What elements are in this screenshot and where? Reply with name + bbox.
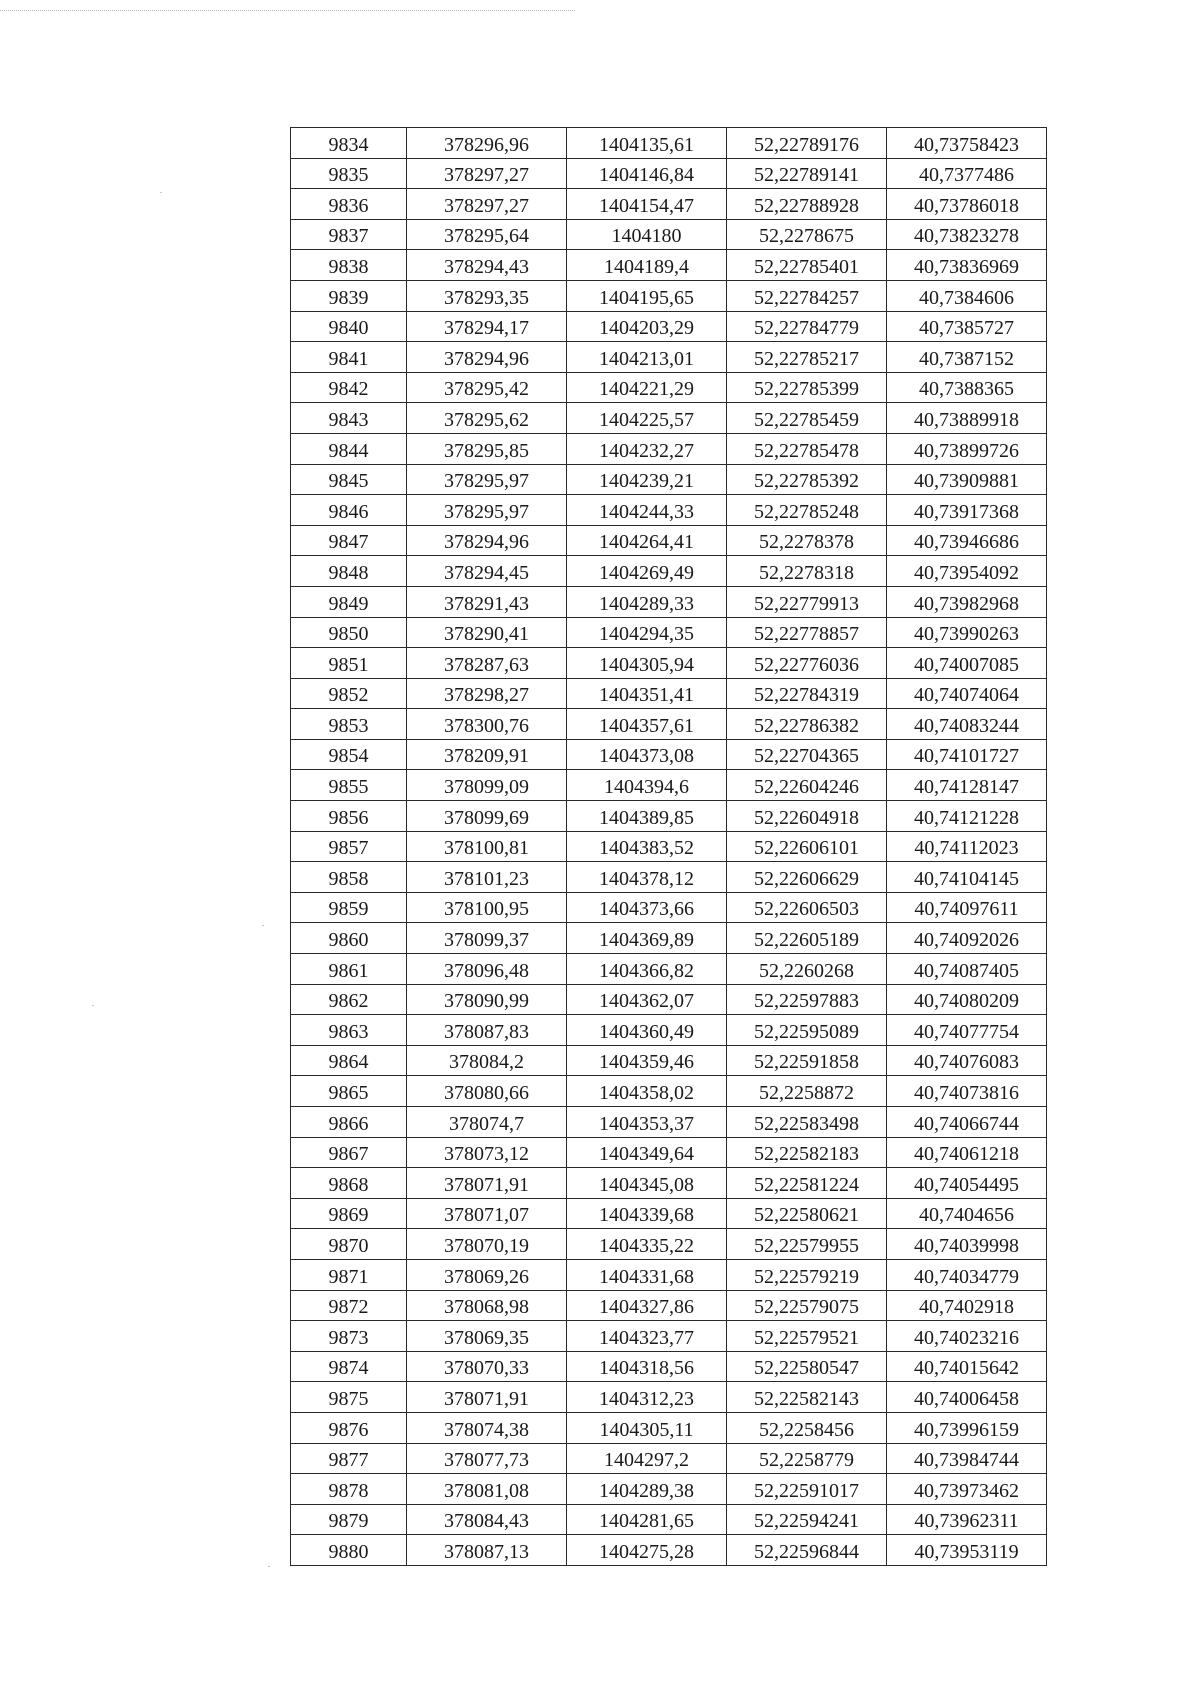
y-coordinate-cell: 1404383,52 [567,831,727,862]
latitude-cell: 52,22579955 [727,1229,887,1260]
point-number-cell: 9861 [291,954,407,985]
table-row [291,954,1047,985]
longitude-cell: 40,73946686 [887,525,1047,556]
table-row [291,678,1047,709]
table-row [291,1535,1047,1566]
table-row [291,739,1047,770]
x-coordinate-cell: 378295,97 [407,495,567,526]
y-coordinate-cell: 1404221,29 [567,372,727,403]
latitude-cell: 52,22582143 [727,1382,887,1413]
y-coordinate-cell: 1404366,82 [567,954,727,985]
point-number-cell: 9835 [291,158,407,189]
y-coordinate-cell: 1404281,65 [567,1504,727,1535]
table-row [291,1015,1047,1046]
longitude-cell: 40,7385727 [887,311,1047,342]
y-coordinate-cell: 1404239,21 [567,464,727,495]
latitude-cell: 52,22604918 [727,801,887,832]
x-coordinate-cell: 378294,45 [407,556,567,587]
longitude-cell: 40,74097611 [887,892,1047,923]
longitude-cell: 40,74112023 [887,831,1047,862]
latitude-cell: 52,22784257 [727,280,887,311]
y-coordinate-cell: 1404378,12 [567,862,727,893]
y-coordinate-cell: 1404359,46 [567,1045,727,1076]
table-row [291,1321,1047,1352]
longitude-cell: 40,73917368 [887,495,1047,526]
x-coordinate-cell: 378073,12 [407,1137,567,1168]
table-row [291,525,1047,556]
point-number-cell: 9839 [291,280,407,311]
latitude-cell: 52,2258456 [727,1412,887,1443]
point-number-cell: 9850 [291,617,407,648]
x-coordinate-cell: 378070,33 [407,1351,567,1382]
table-row [291,617,1047,648]
table-row [291,1290,1047,1321]
latitude-cell: 52,22579521 [727,1321,887,1352]
longitude-cell: 40,74104145 [887,862,1047,893]
point-number-cell: 9871 [291,1259,407,1290]
longitude-cell: 40,73973462 [887,1474,1047,1505]
x-coordinate-cell: 378070,19 [407,1229,567,1260]
table-row [291,372,1047,403]
table-row [291,1412,1047,1443]
latitude-cell: 52,22785248 [727,495,887,526]
x-coordinate-cell: 378090,99 [407,984,567,1015]
x-coordinate-cell: 378294,96 [407,525,567,556]
table-row [291,709,1047,740]
coordinates-table [290,127,1047,1566]
point-number-cell: 9872 [291,1290,407,1321]
x-coordinate-cell: 378297,27 [407,158,567,189]
x-coordinate-cell: 378291,43 [407,586,567,617]
y-coordinate-cell: 1404225,57 [567,403,727,434]
table-row [291,1107,1047,1138]
longitude-cell: 40,7402918 [887,1290,1047,1321]
table-row [291,923,1047,954]
table-row [291,403,1047,434]
point-number-cell: 9856 [291,801,407,832]
longitude-cell: 40,73758423 [887,128,1047,159]
x-coordinate-cell: 378294,17 [407,311,567,342]
y-coordinate-cell: 1404305,94 [567,648,727,679]
longitude-cell: 40,74121228 [887,801,1047,832]
latitude-cell: 52,22606503 [727,892,887,923]
table-row [291,433,1047,464]
point-number-cell: 9849 [291,586,407,617]
point-number-cell: 9834 [291,128,407,159]
y-coordinate-cell: 1404389,85 [567,801,727,832]
point-number-cell: 9870 [291,1229,407,1260]
longitude-cell: 40,73996159 [887,1412,1047,1443]
x-coordinate-cell: 378100,81 [407,831,567,862]
longitude-cell: 40,7377486 [887,158,1047,189]
point-number-cell: 9838 [291,250,407,281]
latitude-cell: 52,22704365 [727,739,887,770]
x-coordinate-cell: 378087,83 [407,1015,567,1046]
longitude-cell: 40,74054495 [887,1168,1047,1199]
table-row [291,1229,1047,1260]
table-row [291,1504,1047,1535]
x-coordinate-cell: 378297,27 [407,189,567,220]
point-number-cell: 9860 [291,923,407,954]
latitude-cell: 52,22591858 [727,1045,887,1076]
longitude-cell: 40,74128147 [887,770,1047,801]
y-coordinate-cell: 1404312,23 [567,1382,727,1413]
point-number-cell: 9876 [291,1412,407,1443]
x-coordinate-cell: 378295,85 [407,433,567,464]
table-row [291,342,1047,373]
y-coordinate-cell: 1404351,41 [567,678,727,709]
point-number-cell: 9875 [291,1382,407,1413]
table-row [291,280,1047,311]
x-coordinate-cell: 378071,91 [407,1168,567,1199]
longitude-cell: 40,73786018 [887,189,1047,220]
table-row [291,801,1047,832]
point-number-cell: 9869 [291,1198,407,1229]
table-row [291,1443,1047,1474]
y-coordinate-cell: 1404345,08 [567,1168,727,1199]
latitude-cell: 52,22604246 [727,770,887,801]
latitude-cell: 52,22579075 [727,1290,887,1321]
table-row [291,1351,1047,1382]
scan-speck [268,1566,270,1567]
point-number-cell: 9852 [291,678,407,709]
y-coordinate-cell: 1404339,68 [567,1198,727,1229]
x-coordinate-cell: 378290,41 [407,617,567,648]
point-number-cell: 9880 [291,1535,407,1566]
point-number-cell: 9868 [291,1168,407,1199]
point-number-cell: 9853 [291,709,407,740]
table-row [291,1045,1047,1076]
y-coordinate-cell: 1404213,01 [567,342,727,373]
point-number-cell: 9867 [291,1137,407,1168]
point-number-cell: 9859 [291,892,407,923]
x-coordinate-cell: 378298,27 [407,678,567,709]
x-coordinate-cell: 378071,07 [407,1198,567,1229]
point-number-cell: 9874 [291,1351,407,1382]
point-number-cell: 9854 [291,739,407,770]
y-coordinate-cell: 1404357,61 [567,709,727,740]
y-coordinate-cell: 1404203,29 [567,311,727,342]
x-coordinate-cell: 378080,66 [407,1076,567,1107]
longitude-cell: 40,73953119 [887,1535,1047,1566]
table-row [291,1168,1047,1199]
point-number-cell: 9843 [291,403,407,434]
y-coordinate-cell: 1404146,84 [567,158,727,189]
y-coordinate-cell: 1404318,56 [567,1351,727,1382]
table-row [291,1259,1047,1290]
longitude-cell: 40,74061218 [887,1137,1047,1168]
point-number-cell: 9855 [291,770,407,801]
scan-speck [160,192,162,193]
longitude-cell: 40,74080209 [887,984,1047,1015]
longitude-cell: 40,74006458 [887,1382,1047,1413]
point-number-cell: 9844 [291,433,407,464]
latitude-cell: 52,22788928 [727,189,887,220]
x-coordinate-cell: 378287,63 [407,648,567,679]
latitude-cell: 52,22606101 [727,831,887,862]
table-row [291,831,1047,862]
latitude-cell: 52,22784319 [727,678,887,709]
latitude-cell: 52,2260268 [727,954,887,985]
y-coordinate-cell: 1404289,33 [567,586,727,617]
latitude-cell: 52,22785459 [727,403,887,434]
point-number-cell: 9879 [291,1504,407,1535]
latitude-cell: 52,22579219 [727,1259,887,1290]
longitude-cell: 40,7404656 [887,1198,1047,1229]
point-number-cell: 9864 [291,1045,407,1076]
x-coordinate-cell: 378295,64 [407,219,567,250]
latitude-cell: 52,22581224 [727,1168,887,1199]
latitude-cell: 52,22785399 [727,372,887,403]
point-number-cell: 9840 [291,311,407,342]
y-coordinate-cell: 1404394,6 [567,770,727,801]
latitude-cell: 52,22778857 [727,617,887,648]
longitude-cell: 40,74073816 [887,1076,1047,1107]
table-row [291,984,1047,1015]
point-number-cell: 9865 [291,1076,407,1107]
x-coordinate-cell: 378295,62 [407,403,567,434]
longitude-cell: 40,74023216 [887,1321,1047,1352]
longitude-cell: 40,74034779 [887,1259,1047,1290]
x-coordinate-cell: 378081,08 [407,1474,567,1505]
y-coordinate-cell: 1404135,61 [567,128,727,159]
y-coordinate-cell: 1404297,2 [567,1443,727,1474]
x-coordinate-cell: 378084,2 [407,1045,567,1076]
longitude-cell: 40,74007085 [887,648,1047,679]
longitude-cell: 40,73990263 [887,617,1047,648]
y-coordinate-cell: 1404349,64 [567,1137,727,1168]
x-coordinate-cell: 378294,96 [407,342,567,373]
point-number-cell: 9863 [291,1015,407,1046]
latitude-cell: 52,2258779 [727,1443,887,1474]
x-coordinate-cell: 378300,76 [407,709,567,740]
point-number-cell: 9866 [291,1107,407,1138]
y-coordinate-cell: 1404373,66 [567,892,727,923]
latitude-cell: 52,22583498 [727,1107,887,1138]
x-coordinate-cell: 378096,48 [407,954,567,985]
x-coordinate-cell: 378069,35 [407,1321,567,1352]
latitude-cell: 52,2278675 [727,219,887,250]
x-coordinate-cell: 378099,69 [407,801,567,832]
table-row [291,495,1047,526]
point-number-cell: 9842 [291,372,407,403]
y-coordinate-cell: 1404327,86 [567,1290,727,1321]
y-coordinate-cell: 1404362,07 [567,984,727,1015]
y-coordinate-cell: 1404305,11 [567,1412,727,1443]
x-coordinate-cell: 378074,7 [407,1107,567,1138]
longitude-cell: 40,73899726 [887,433,1047,464]
latitude-cell: 52,22596844 [727,1535,887,1566]
y-coordinate-cell: 1404275,28 [567,1535,727,1566]
longitude-cell: 40,73909881 [887,464,1047,495]
table-row [291,464,1047,495]
x-coordinate-cell: 378074,38 [407,1412,567,1443]
x-coordinate-cell: 378296,96 [407,128,567,159]
latitude-cell: 52,22597883 [727,984,887,1015]
latitude-cell: 52,22606629 [727,862,887,893]
table-row [291,556,1047,587]
longitude-cell: 40,74066744 [887,1107,1047,1138]
point-number-cell: 9851 [291,648,407,679]
table-row [291,1137,1047,1168]
table-row [291,648,1047,679]
table-row [291,1198,1047,1229]
table-row [291,1474,1047,1505]
y-coordinate-cell: 1404180 [567,219,727,250]
point-number-cell: 9841 [291,342,407,373]
x-coordinate-cell: 378295,97 [407,464,567,495]
latitude-cell: 52,2278378 [727,525,887,556]
table-row [291,158,1047,189]
y-coordinate-cell: 1404264,41 [567,525,727,556]
y-coordinate-cell: 1404323,77 [567,1321,727,1352]
x-coordinate-cell: 378294,43 [407,250,567,281]
y-coordinate-cell: 1404358,02 [567,1076,727,1107]
point-number-cell: 9873 [291,1321,407,1352]
point-number-cell: 9837 [291,219,407,250]
point-number-cell: 9862 [291,984,407,1015]
x-coordinate-cell: 378068,98 [407,1290,567,1321]
y-coordinate-cell: 1404244,33 [567,495,727,526]
longitude-cell: 40,74039998 [887,1229,1047,1260]
table-row [291,1076,1047,1107]
table-row [291,892,1047,923]
longitude-cell: 40,7387152 [887,342,1047,373]
x-coordinate-cell: 378100,95 [407,892,567,923]
table-row [291,770,1047,801]
latitude-cell: 52,22594241 [727,1504,887,1535]
x-coordinate-cell: 378077,73 [407,1443,567,1474]
latitude-cell: 52,22789141 [727,158,887,189]
point-number-cell: 9836 [291,189,407,220]
latitude-cell: 52,22605189 [727,923,887,954]
table-row [291,862,1047,893]
point-number-cell: 9845 [291,464,407,495]
longitude-cell: 40,74015642 [887,1351,1047,1382]
y-coordinate-cell: 1404232,27 [567,433,727,464]
longitude-cell: 40,73982968 [887,586,1047,617]
x-coordinate-cell: 378084,43 [407,1504,567,1535]
x-coordinate-cell: 378101,23 [407,862,567,893]
y-coordinate-cell: 1404154,47 [567,189,727,220]
x-coordinate-cell: 378099,09 [407,770,567,801]
y-coordinate-cell: 1404369,89 [567,923,727,954]
longitude-cell: 40,74087405 [887,954,1047,985]
longitude-cell: 40,7388365 [887,372,1047,403]
table-row [291,250,1047,281]
latitude-cell: 52,22786382 [727,709,887,740]
longitude-cell: 40,74074064 [887,678,1047,709]
longitude-cell: 40,73889918 [887,403,1047,434]
longitude-cell: 40,73836969 [887,250,1047,281]
y-coordinate-cell: 1404189,4 [567,250,727,281]
latitude-cell: 52,22785217 [727,342,887,373]
point-number-cell: 9877 [291,1443,407,1474]
scan-edge-line [0,10,575,11]
latitude-cell: 52,22779913 [727,586,887,617]
point-number-cell: 9847 [291,525,407,556]
y-coordinate-cell: 1404360,49 [567,1015,727,1046]
table-row [291,1382,1047,1413]
longitude-cell: 40,74092026 [887,923,1047,954]
coordinates-table-body [291,128,1047,1566]
longitude-cell: 40,74101727 [887,739,1047,770]
longitude-cell: 40,74076083 [887,1045,1047,1076]
latitude-cell: 52,22595089 [727,1015,887,1046]
table-row [291,219,1047,250]
latitude-cell: 52,22784779 [727,311,887,342]
latitude-cell: 52,2278318 [727,556,887,587]
y-coordinate-cell: 1404331,68 [567,1259,727,1290]
scan-speck [92,1005,94,1006]
x-coordinate-cell: 378293,35 [407,280,567,311]
x-coordinate-cell: 378069,26 [407,1259,567,1290]
point-number-cell: 9878 [291,1474,407,1505]
x-coordinate-cell: 378209,91 [407,739,567,770]
x-coordinate-cell: 378087,13 [407,1535,567,1566]
y-coordinate-cell: 1404335,22 [567,1229,727,1260]
y-coordinate-cell: 1404353,37 [567,1107,727,1138]
longitude-cell: 40,73984744 [887,1443,1047,1474]
table-row [291,586,1047,617]
y-coordinate-cell: 1404373,08 [567,739,727,770]
longitude-cell: 40,74083244 [887,709,1047,740]
scan-speck [262,925,264,926]
latitude-cell: 52,22591017 [727,1474,887,1505]
latitude-cell: 52,22580621 [727,1198,887,1229]
y-coordinate-cell: 1404195,65 [567,280,727,311]
table-row [291,128,1047,159]
table-row [291,189,1047,220]
longitude-cell: 40,7384606 [887,280,1047,311]
point-number-cell: 9848 [291,556,407,587]
longitude-cell: 40,74077754 [887,1015,1047,1046]
longitude-cell: 40,73823278 [887,219,1047,250]
x-coordinate-cell: 378295,42 [407,372,567,403]
table-row [291,311,1047,342]
longitude-cell: 40,73962311 [887,1504,1047,1535]
y-coordinate-cell: 1404269,49 [567,556,727,587]
latitude-cell: 52,22785401 [727,250,887,281]
latitude-cell: 52,22580547 [727,1351,887,1382]
point-number-cell: 9858 [291,862,407,893]
point-number-cell: 9846 [291,495,407,526]
x-coordinate-cell: 378099,37 [407,923,567,954]
latitude-cell: 52,22785478 [727,433,887,464]
latitude-cell: 52,2258872 [727,1076,887,1107]
latitude-cell: 52,22776036 [727,648,887,679]
y-coordinate-cell: 1404289,38 [567,1474,727,1505]
y-coordinate-cell: 1404294,35 [567,617,727,648]
latitude-cell: 52,22789176 [727,128,887,159]
latitude-cell: 52,22582183 [727,1137,887,1168]
longitude-cell: 40,73954092 [887,556,1047,587]
x-coordinate-cell: 378071,91 [407,1382,567,1413]
point-number-cell: 9857 [291,831,407,862]
latitude-cell: 52,22785392 [727,464,887,495]
